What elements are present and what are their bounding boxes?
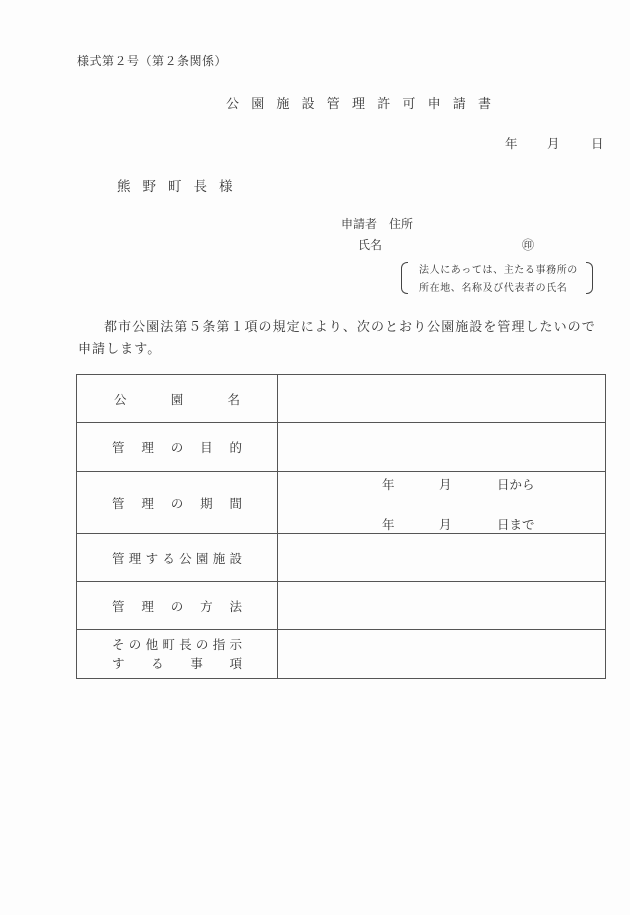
applicant-label: 申請者 xyxy=(341,217,378,231)
method-field[interactable] xyxy=(278,582,606,630)
park-name-label: 公園名 xyxy=(114,391,240,407)
date-month-label: 月 xyxy=(547,136,560,151)
table-row-period xyxy=(77,472,606,534)
body-text xyxy=(78,317,608,361)
addressee: 熊野町長様 xyxy=(117,179,245,195)
note-line-1: 法人にあっては、主たる事務所の xyxy=(419,265,578,276)
period-to: 年 月 日まで xyxy=(382,517,535,532)
name-label: 氏名 xyxy=(358,238,383,252)
right-bracket-icon xyxy=(586,262,593,294)
other-field[interactable] xyxy=(278,630,606,679)
date-year-label: 年 xyxy=(505,136,518,151)
table-row-purpose xyxy=(77,423,606,472)
application-date xyxy=(505,134,604,152)
application-table xyxy=(76,374,606,679)
method-label: 管理の方法 xyxy=(112,598,242,614)
facility-label: 管理する公園施設 xyxy=(112,550,242,566)
page-title: 公園施設管理許可申請書 xyxy=(226,97,504,112)
form-number: 様式第２号（第２条関係） xyxy=(77,54,228,68)
note-line-2: 所在地、名称及び代表者の氏名 xyxy=(419,283,568,294)
period-field[interactable] xyxy=(278,472,606,534)
address-label: 住所 xyxy=(389,217,414,231)
applicant-address-row xyxy=(341,215,413,232)
other-label: その他町長の指示 する事項 xyxy=(112,637,242,671)
period-label: 管理の期間 xyxy=(112,495,242,511)
facility-field[interactable] xyxy=(278,534,606,582)
table-row-other xyxy=(77,630,606,679)
body-line-2: 申請します。 xyxy=(78,342,162,357)
table-row-park-name xyxy=(77,375,606,423)
table-row-facility xyxy=(77,534,606,582)
park-name-field[interactable] xyxy=(278,375,606,423)
purpose-label: 管理の目的 xyxy=(112,440,242,455)
table-row-method xyxy=(77,582,606,630)
left-bracket-icon xyxy=(401,262,408,294)
seal-icon: ㊞ xyxy=(522,238,535,252)
period-from: 年 月 日から xyxy=(382,477,535,492)
purpose-field[interactable] xyxy=(278,423,606,472)
body-line-1: 都市公園法第５条第１項の規定により、次のとおり公園施設を管理したいので xyxy=(104,320,596,335)
corporate-note xyxy=(401,260,593,294)
date-day-label: 日 xyxy=(591,136,604,151)
